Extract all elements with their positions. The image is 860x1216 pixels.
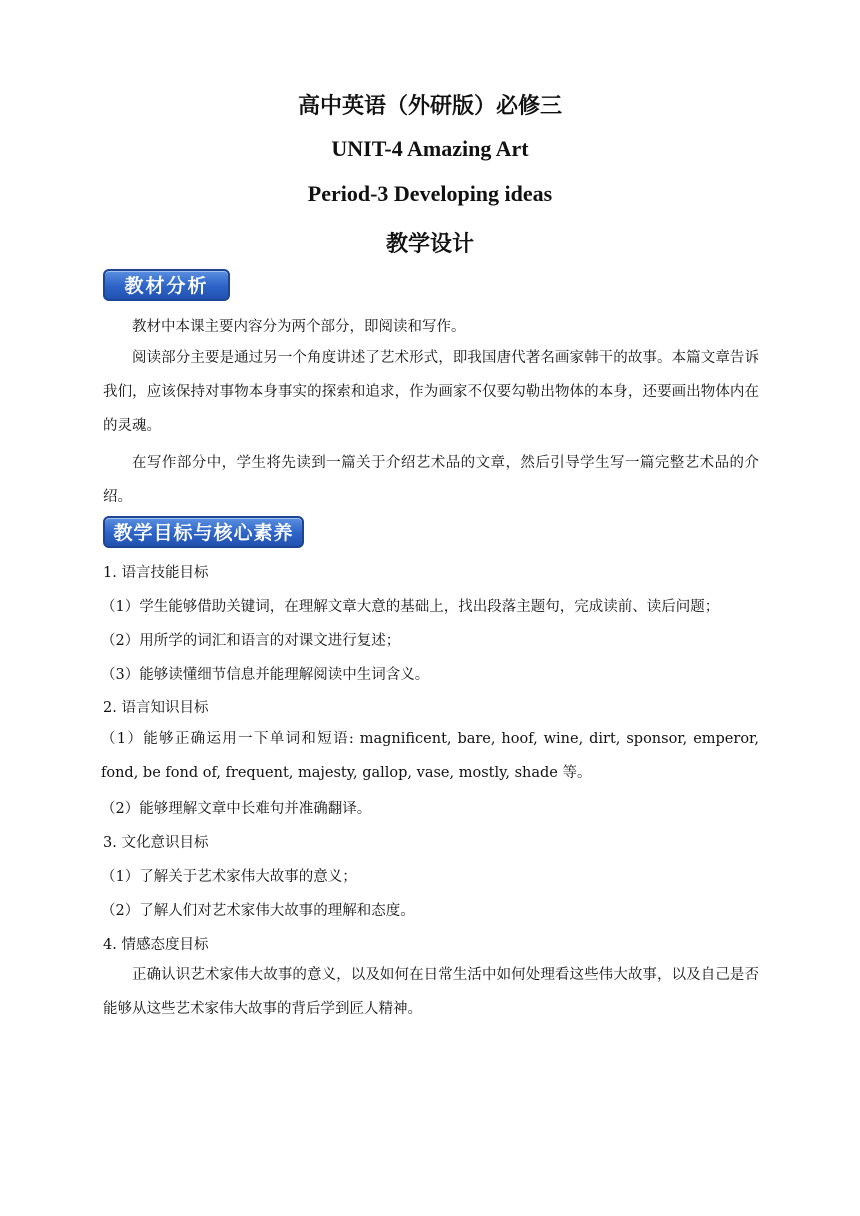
- goal-paragraph-emotional: 正确认识艺术家伟大故事的意义，以及如何在日常生活中如何处理看这些伟大故事，以及自己是否能够从这些艺术家伟大故事的背后学到匠人精神。: [103, 967, 759, 1017]
- unit-title: UNIT-4 Amazing Art: [331, 136, 529, 161]
- goal-item-vocabulary: （1）能够正确运用一下单词和短语: magnificent, bare, hoof, wine, dirt, sponsor, emperor, fond, be fond of, frequent, majesty, gallop, vase, mostly, shade 等。: [101, 731, 759, 781]
- material-paragraph-3: 在写作部分中，学生将先读到一篇关于介绍艺术品的文章，然后引导学生写一篇完整艺术品的介绍。: [103, 455, 759, 505]
- section-badge-material-analysis: 教材分析: [103, 269, 230, 301]
- design-title: 教学设计: [385, 232, 474, 257]
- goal-heading-language-skills: 1. 语言技能目标: [103, 565, 209, 581]
- period-title: Period-3 Developing ideas: [307, 181, 553, 206]
- goal-heading-language-knowledge: 2. 语言知识目标: [103, 700, 209, 716]
- goal-item: （1）了解关于艺术家伟大故事的意义；: [101, 869, 357, 885]
- goal-item: （2）了解人们对艺术家伟大故事的理解和态度。: [101, 903, 415, 919]
- material-paragraph-2: 阅读部分主要是通过另一个角度讲述了艺术形式，即我国唐代著名画家韩干的故事。本篇文章告诉我们，应该保持对事物本身事实的探索和追求，作为画家不仅要勾勒出物体的本身，还要画出物体内在的灵魂。: [103, 350, 759, 434]
- goal-item: （2）能够理解文章中长难句并准确翻译。: [101, 801, 372, 817]
- goal-item: （2）用所学的词汇和语言的对课文进行复述；: [101, 633, 401, 649]
- section-badge-goals: 教学目标与核心素养: [103, 516, 304, 548]
- goal-item: （3）能够读懂细节信息并能理解阅读中生词含义。: [101, 667, 430, 683]
- goal-heading-cultural-awareness: 3. 文化意识目标: [103, 835, 209, 851]
- material-paragraph-1: 教材中本课主要内容分为两个部分，即阅读和写作。: [132, 319, 466, 335]
- goal-heading-emotional-attitude: 4. 情感态度目标: [103, 937, 209, 953]
- goal-item: （1）学生能够借助关键词，在理解文章大意的基础上，找出段落主题句，完成读前、读后问题；: [101, 599, 720, 615]
- document-title: 高中英语（外研版）必修三: [297, 94, 562, 119]
